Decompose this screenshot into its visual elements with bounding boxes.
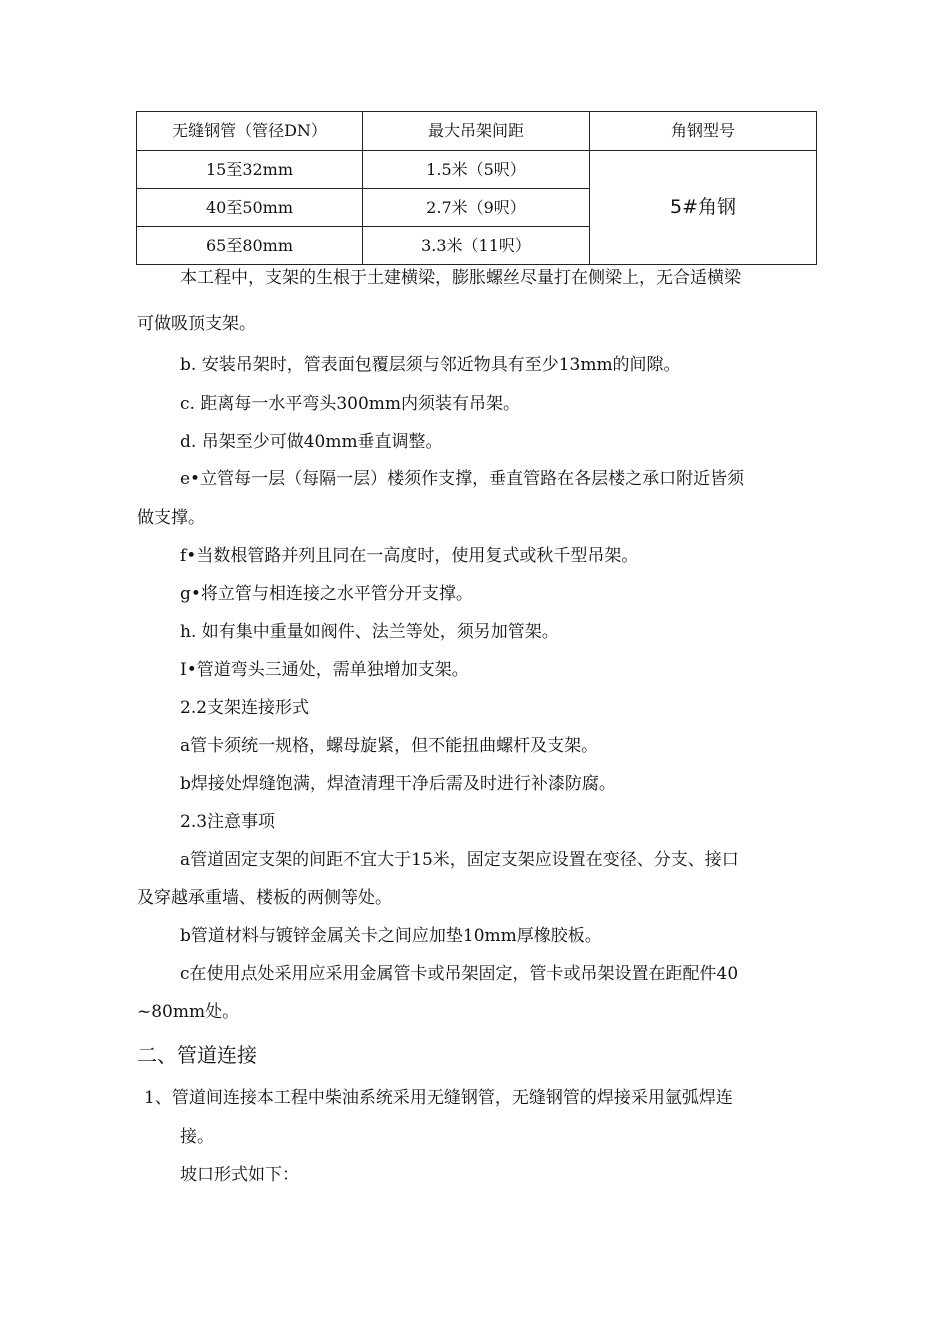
cell-dn: 15至32mm xyxy=(137,151,363,189)
header-max-spacing: 最大吊架间距 xyxy=(363,112,590,151)
section-2-3-title: 2.3注意事项 xyxy=(180,812,276,832)
item-2-3-a: a管道固定支架的间距不宜大于15米，固定支架应设置在变径、分支、接口 xyxy=(180,850,739,870)
item-e: e•立管每一层（每隔一层）楼须作支撑，垂直管路在各层楼之承口附近皆须 xyxy=(180,469,745,489)
table-row xyxy=(137,151,817,189)
item-2-3-b: b管道材料与镀锌金属关卡之间应加垫10mm厚橡胶板。 xyxy=(180,926,602,946)
header-pipe-dn: 无缝钢管（管径DN） xyxy=(137,112,363,151)
item-c: c. 距离每一水平弯头300mm内须装有吊架。 xyxy=(180,394,521,414)
cell-spacing: 2.7米（9呎） xyxy=(363,189,590,227)
table-header-row xyxy=(137,112,817,151)
hanger-spacing-table xyxy=(136,111,817,265)
cell-dn: 40至50mm xyxy=(137,189,363,227)
paragraph-support-rooting-cont: 可做吸顶支架。 xyxy=(137,314,256,334)
item-2-3-c-cont: ~80mm处。 xyxy=(137,1002,240,1022)
heading-pipe-connection: 二、管道连接 xyxy=(137,1043,257,1067)
groove-form-label: 坡口形式如下： xyxy=(180,1165,299,1185)
cell-angle-steel: 5#角钢 xyxy=(590,151,817,265)
item-1-pipe-welding: 1、管道间连接本工程中柴油系统采用无缝钢管，无缝钢管的焊接采用氩弧焊连 xyxy=(144,1088,733,1108)
item-2-3-a-cont: 及穿越承重墙、楼板的两侧等处。 xyxy=(137,888,392,908)
item-f: f•当数根管路并列且同在一高度时，使用复式或秋千型吊架。 xyxy=(180,546,639,566)
item-2-2-b: b焊接处焊缝饱满，焊渣清理干净后需及时进行补漆防腐。 xyxy=(180,774,616,794)
item-1-pipe-welding-cont: 接。 xyxy=(180,1127,214,1147)
item-i: I•管道弯头三通处，需单独增加支架。 xyxy=(180,660,469,680)
item-b: b. 安装吊架时，管表面包覆层须与邻近物具有至少13mm的间隙。 xyxy=(180,355,681,375)
header-angle-steel: 角钢型号 xyxy=(590,112,817,151)
item-e-cont: 做支撑。 xyxy=(137,508,205,528)
cell-dn: 65至80mm xyxy=(137,227,363,265)
item-2-3-c: c在使用点处采用应采用金属管卡或吊架固定，管卡或吊架设置在距配件40 xyxy=(180,964,739,984)
cell-spacing: 3.3米（11呎） xyxy=(363,227,590,265)
item-g: g•将立管与相连接之水平管分开支撑。 xyxy=(180,584,473,604)
item-2-2-a: a管卡须统一规格，螺母旋紧，但不能扭曲螺杆及支架。 xyxy=(180,736,599,756)
cell-spacing: 1.5米（5呎） xyxy=(363,151,590,189)
paragraph-support-rooting: 本工程中，支架的生根于土建横梁，膨胀螺丝尽量打在侧梁上，无合适横梁 xyxy=(180,268,741,288)
section-2-2-title: 2.2支架连接形式 xyxy=(180,698,310,718)
item-d: d. 吊架至少可做40mm垂直调整。 xyxy=(180,432,443,452)
item-h: h. 如有集中重量如阀件、法兰等处，须另加管架。 xyxy=(180,622,559,642)
